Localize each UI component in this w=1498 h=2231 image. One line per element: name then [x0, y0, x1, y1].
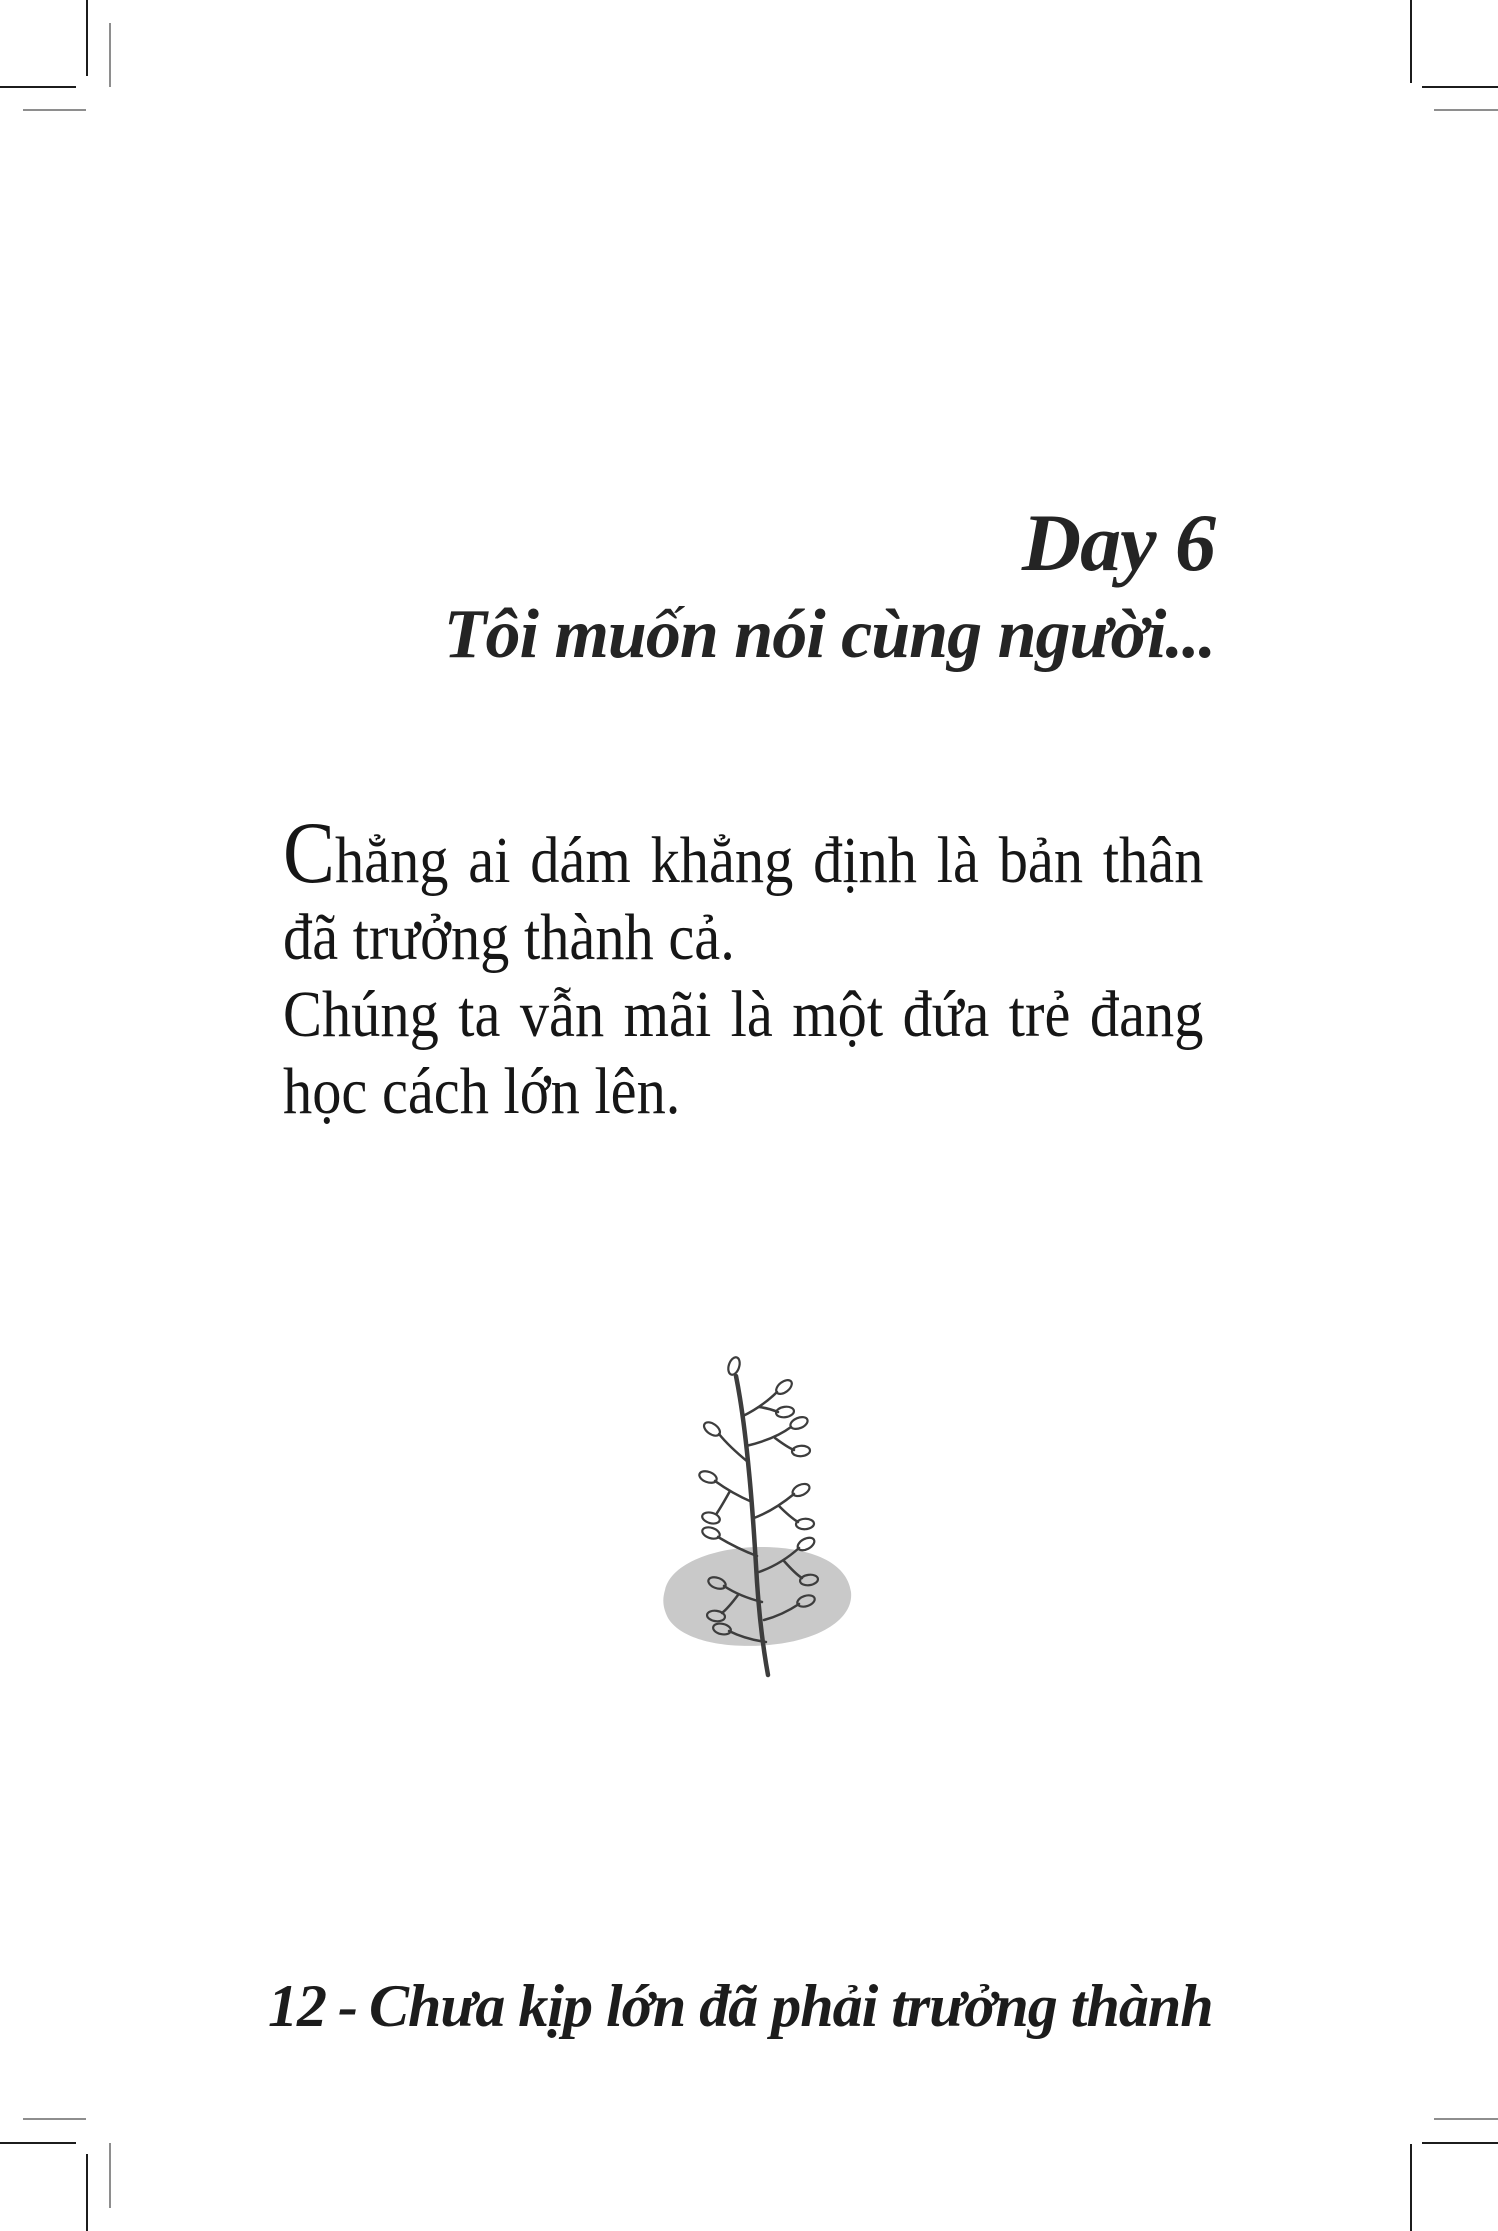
paragraph-2: Chúng ta vẫn mãi là một đứa trẻ đang học cách lớn lên. — [283, 978, 1204, 1128]
crop-mark — [1434, 109, 1498, 111]
crop-mark — [23, 2118, 86, 2120]
crop-mark — [86, 2154, 88, 2231]
footer-separator: - — [338, 1973, 357, 2039]
chapter-header — [444, 496, 1215, 680]
body-text — [283, 805, 1204, 1130]
crop-mark — [1410, 2144, 1412, 2231]
crop-mark — [0, 86, 76, 88]
crop-mark — [1422, 86, 1498, 88]
footer-page-number: 12 — [268, 1973, 326, 2039]
crop-mark — [1422, 2142, 1498, 2144]
day-heading: Day 6 — [1021, 497, 1215, 588]
crop-mark — [23, 109, 86, 111]
crop-mark — [109, 2143, 111, 2208]
chapter-subtitle: Tôi muốn nói cùng người... — [443, 596, 1215, 673]
crop-mark — [0, 2142, 76, 2144]
plant-sprout-illustration — [627, 1350, 887, 1695]
paragraph-1: Chẳng ai dám khẳng định là bản thân đã trưởng thành cả. — [283, 805, 1204, 974]
crop-mark — [1434, 2118, 1498, 2120]
page-footer — [268, 1968, 1213, 2044]
crop-mark — [109, 23, 111, 87]
footer-book-title: Chưa kịp lớn đã phải trưởng thành — [368, 1973, 1213, 2039]
crop-mark — [86, 0, 88, 76]
crop-mark — [1410, 0, 1412, 83]
